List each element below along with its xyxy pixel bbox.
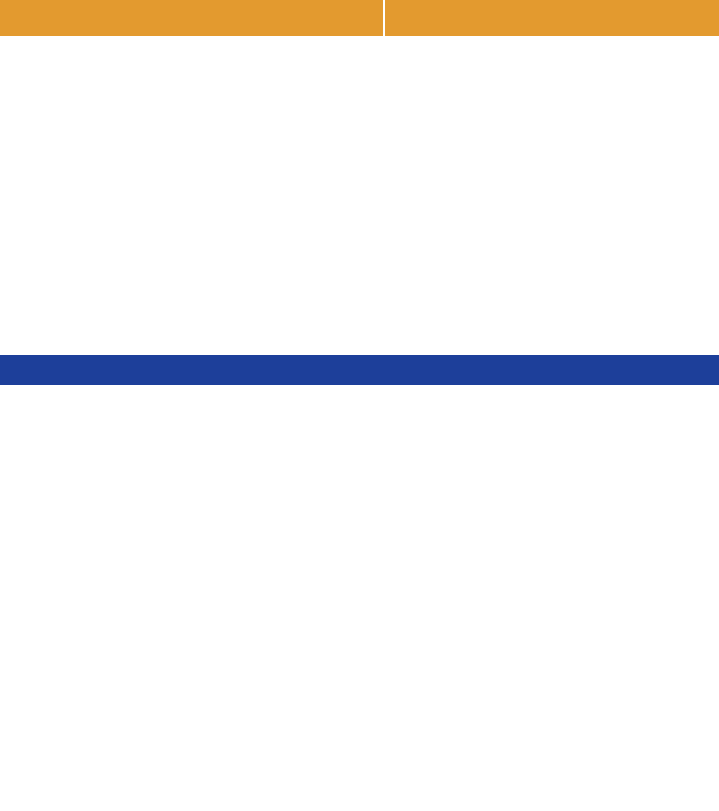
column-divider [457,385,458,785]
features-header [0,0,383,36]
specs-header [0,355,719,385]
benefits-header [385,0,719,36]
